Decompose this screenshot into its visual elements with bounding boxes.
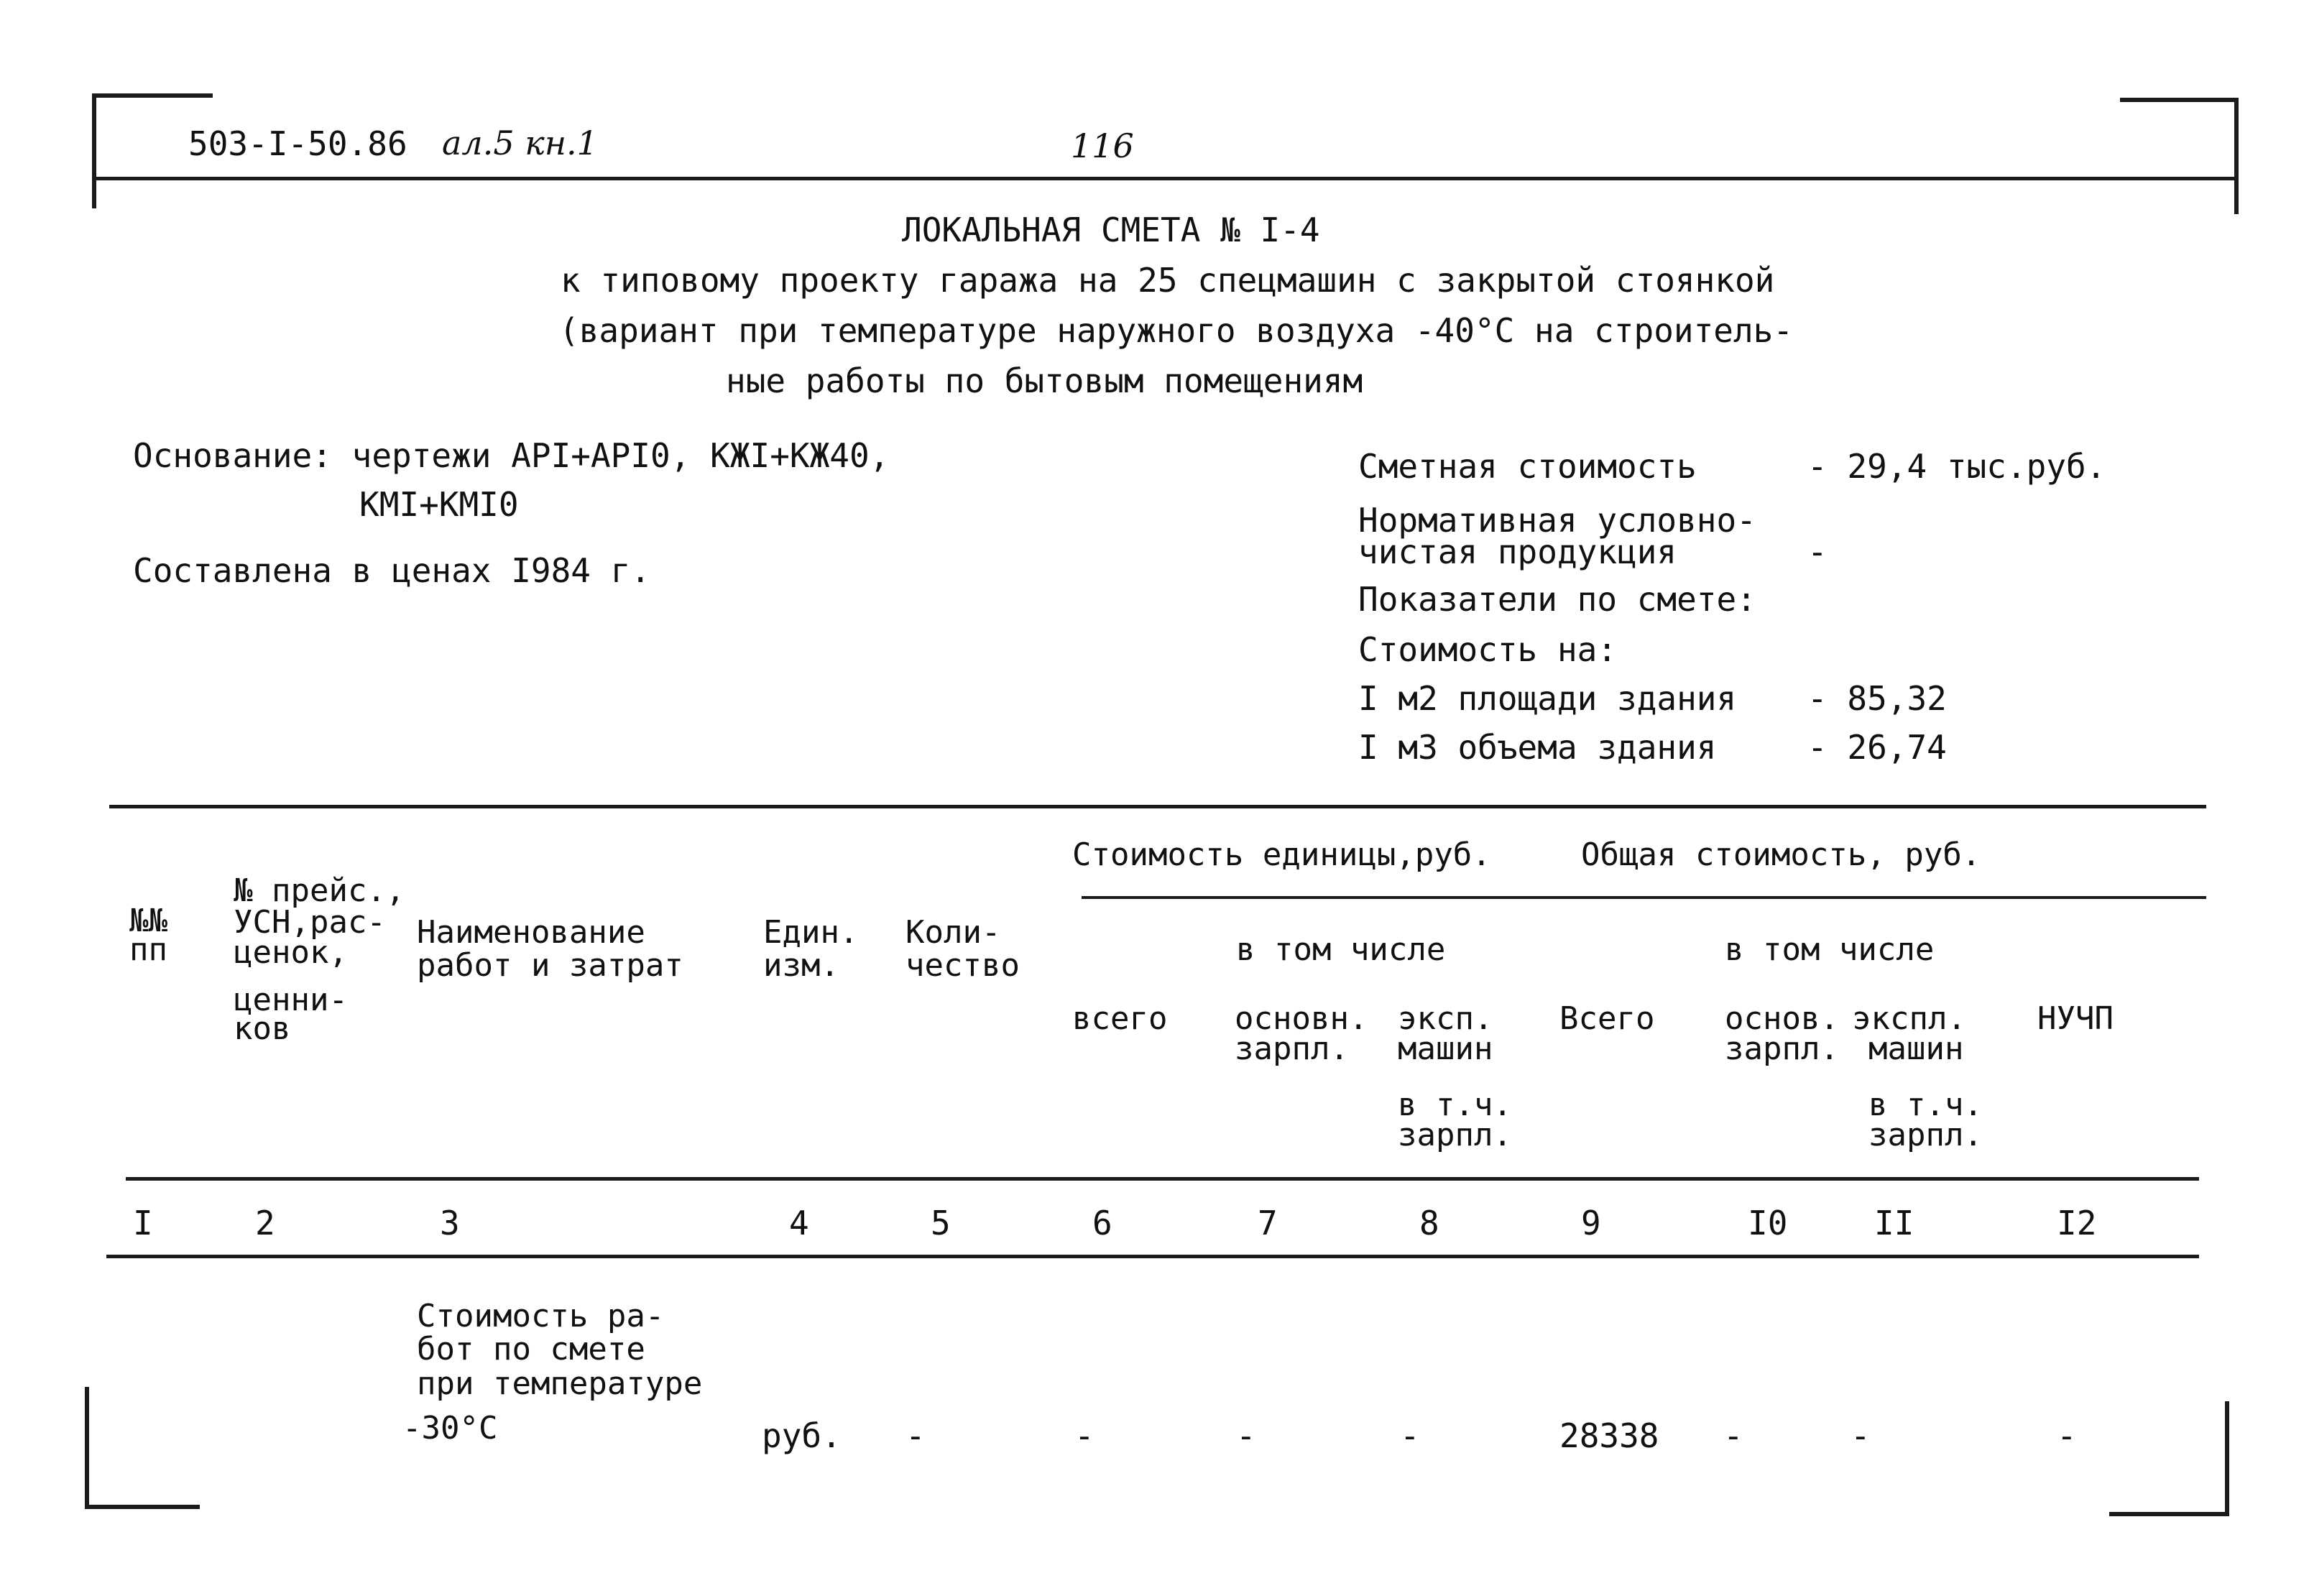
col-number-6: 6 — [1092, 1204, 1112, 1242]
title-line-4: ные работы по бытовым помещениям — [726, 361, 1363, 400]
frame-top-right-h — [2120, 98, 2239, 102]
title-line-2: к типовому проекту гаража на 25 спецмашин с закрытой стоянкой — [561, 261, 1775, 300]
col8-sub-2: зарпл. — [1398, 1117, 1512, 1153]
frame-bottom-left-h — [85, 1505, 200, 1509]
row-total-machine: - — [1851, 1416, 1871, 1455]
col5-header-1: Коли- — [905, 914, 1001, 951]
col10-header-1: основ. — [1725, 1000, 1839, 1037]
col6-header: всего — [1072, 1000, 1168, 1037]
col7-header-1: основн. — [1235, 1000, 1368, 1037]
frame-top-left-v — [92, 93, 96, 208]
col4-header-2: изм. — [763, 947, 839, 984]
col11-header-1: экспл. — [1852, 1000, 1966, 1037]
col2-header-2: УСН,рас- — [234, 904, 386, 941]
col-number-12: I2 — [2057, 1204, 2097, 1242]
table-top-rule — [109, 805, 2206, 808]
numbers-bottom-rule — [106, 1255, 2199, 1258]
frame-top-left-h — [92, 93, 213, 98]
handwritten-note: ал.5 кн.1 — [442, 124, 598, 162]
total-cost-group-header: Общая стоимость, руб. — [1581, 836, 1981, 873]
row-name-4: -30°С — [402, 1410, 498, 1447]
col8-header-1: эксп. — [1398, 1000, 1493, 1037]
col8-header-2: машин — [1398, 1030, 1493, 1067]
col1-header-2: пп — [129, 931, 167, 968]
row-total-wage: - — [1723, 1416, 1743, 1455]
cost-per-label: Стоимость на: — [1358, 630, 1618, 669]
col-number-9: 9 — [1581, 1204, 1601, 1242]
group-underline — [1082, 896, 2206, 899]
col-number-1: I — [133, 1204, 153, 1242]
row-name-2: бот по смете — [417, 1331, 645, 1367]
col2-header-4: ценни- — [234, 982, 348, 1018]
basis-line-1: Основание: чертежи API+API0, КЖI+КЖ40, — [133, 436, 890, 475]
row-name-3: при температуре — [417, 1365, 703, 1402]
col-number-10: I0 — [1748, 1204, 1788, 1242]
estimated-cost-value: - 29,4 тыс.руб. — [1807, 447, 2106, 486]
col7-header-2: зарпл. — [1235, 1030, 1349, 1067]
col11-sub-2: зарпл. — [1868, 1117, 1983, 1153]
row-unit-wage: - — [1236, 1416, 1256, 1455]
unit-cost-group-header: Стоимость единицы,руб. — [1072, 836, 1491, 873]
col11-sub-1: в т.ч. — [1868, 1087, 1983, 1123]
m2-label: I м2 площади здания — [1358, 679, 1737, 718]
row-unit: руб. — [762, 1416, 842, 1455]
col-number-5: 5 — [931, 1204, 951, 1242]
document-code: 503-I-50.86 — [188, 124, 407, 163]
header-bottom-rule — [126, 1177, 2199, 1181]
total-incl-header: в том числе — [1725, 931, 1935, 968]
indicators-label: Показатели по смете: — [1358, 580, 1756, 619]
col-number-3: 3 — [440, 1204, 460, 1242]
col8-sub-1: в т.ч. — [1398, 1087, 1512, 1123]
col3-header-2: работ и затрат — [417, 947, 683, 984]
estimated-cost-label: Сметная стоимость — [1358, 447, 1697, 486]
col-number-4: 4 — [789, 1204, 809, 1242]
col3-header-1: Наименование — [417, 914, 645, 951]
col4-header-1: Един. — [763, 914, 859, 951]
col5-header-2: чество — [905, 947, 1020, 984]
row-quantity: - — [905, 1416, 926, 1455]
col-number-7: 7 — [1258, 1204, 1278, 1242]
col9-header: Всего — [1559, 1000, 1655, 1037]
m3-value: - 26,74 — [1807, 728, 1947, 767]
basis-line-2: КМI+КМI0 — [359, 485, 519, 524]
normative-value: - — [1807, 532, 1828, 571]
row-unit-machine: - — [1400, 1416, 1420, 1455]
col2-header-3: ценок, — [234, 934, 348, 971]
title-line-1: ЛОКАЛЬНАЯ СМЕТА № I-4 — [902, 211, 1320, 249]
col10-header-2: зарпл. — [1725, 1030, 1839, 1067]
row-nuchp: - — [2057, 1416, 2077, 1455]
col1-header-1: №№ — [129, 903, 167, 939]
frame-bottom-right-h — [2109, 1512, 2229, 1516]
normative-label-2: чистая продукция — [1358, 532, 1677, 571]
page-number: 116 — [1071, 126, 1134, 165]
title-line-3: (вариант при температуре наружного воздуха -40°С на строитель- — [559, 311, 1794, 350]
col-number-2: 2 — [255, 1204, 275, 1242]
frame-top-right-v — [2234, 98, 2239, 214]
col12-header: НУЧП — [2037, 1000, 2114, 1037]
row-unit-total: - — [1074, 1416, 1094, 1455]
row-total: 28338 — [1559, 1416, 1659, 1455]
col2-header-5: ков — [234, 1010, 291, 1047]
unit-incl-header: в том числе — [1236, 931, 1446, 968]
normative-label-1: Нормативная условно- — [1358, 501, 1756, 540]
prices-year: Составлена в ценах I984 г. — [133, 551, 651, 590]
frame-bottom-right-v — [2225, 1401, 2229, 1516]
header-rule — [92, 177, 2239, 180]
frame-bottom-left-v — [85, 1387, 89, 1509]
col11-header-2: машин — [1868, 1030, 1964, 1067]
col-number-11: II — [1874, 1204, 1914, 1242]
m3-label: I м3 объема здания — [1358, 728, 1717, 767]
col2-header-1: № прейс., — [234, 872, 405, 909]
row-name-1: Стоимость ра- — [417, 1298, 665, 1334]
m2-value: - 85,32 — [1807, 679, 1947, 718]
col-number-8: 8 — [1419, 1204, 1439, 1242]
